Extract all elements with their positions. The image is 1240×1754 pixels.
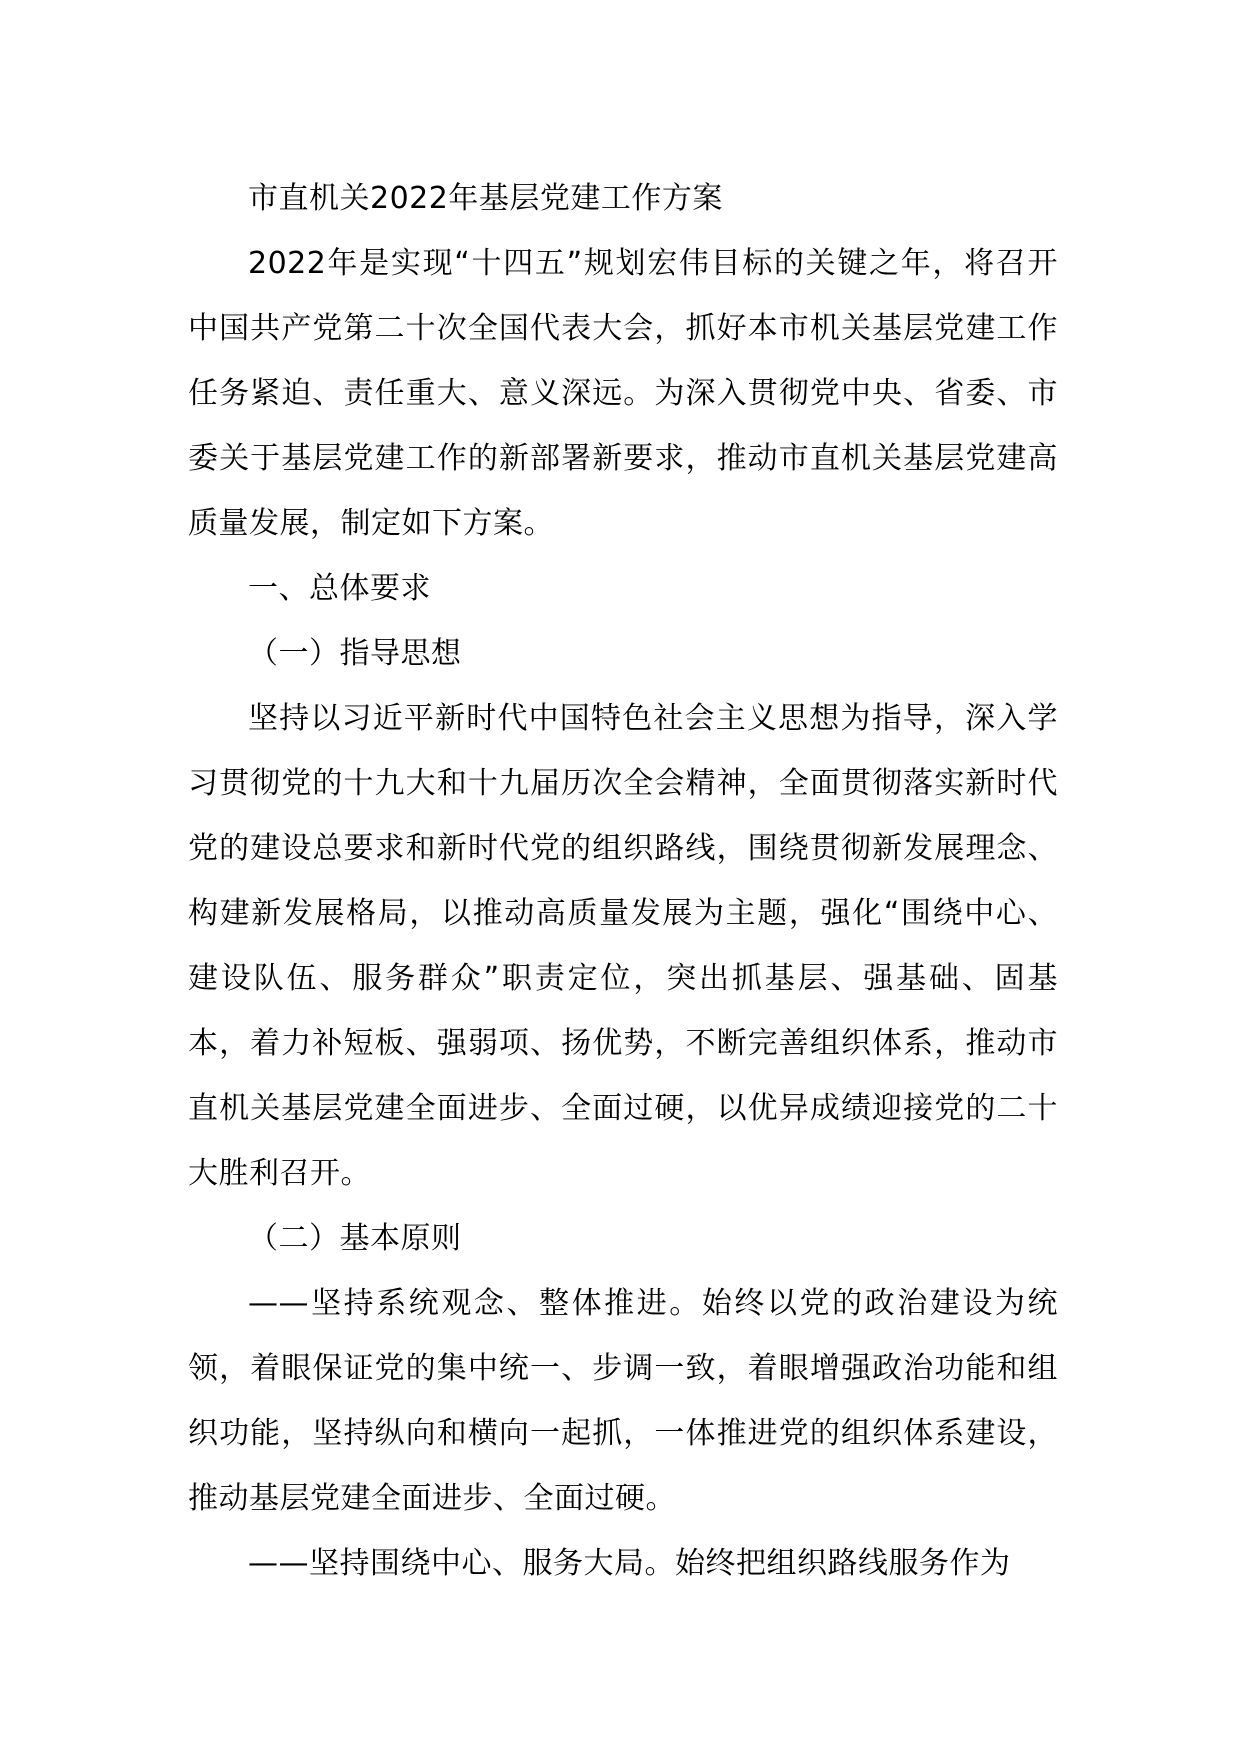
intro-paragraph: 2022年是实现“十四五”规划宏伟目标的关键之年，将召开中国共产党第二十次全国代表大会，抓好本市机关基层党建工作任务紧迫、责任重大、意义深远。为深入贯彻党中央、省委、市委关于基层党建工作的新部署新要求，推动市直机关基层党建高质量发展，制定如下方案。	[188, 246, 1058, 541]
document-page	[188, 166, 1058, 1596]
principle-paragraph-2: ——坚持围绕中心、服务大局。始终把组织路线服务作为	[248, 1546, 1011, 1581]
document-title: 市直机关2022年基层党建工作方案	[248, 181, 723, 216]
subsection-heading-guiding-ideology: （一）指导思想	[248, 636, 462, 671]
guiding-ideology-paragraph: 坚持以习近平新时代中国特色社会主义思想为指导，深入学习贯彻党的十九大和十九届历次全会精神，全面贯彻落实新时代党的建设总要求和新时代党的组织路线，围绕贯彻新发展理念、构建新发展格局，以推动高质量发展为主题，强化“围绕中心、建设队伍、服务群众”职责定位，突出抓基层、强基础、固基本，着力补短板、强弱项、扬优势，不断完善组织体系，推动市直机关基层党建全面进步、全面过硬，以优异成绩迎接党的二十大胜利召开。	[188, 701, 1058, 1191]
subsection-heading-basic-principles: （二）基本原则	[248, 1221, 462, 1256]
section-heading-general-requirements: 一、总体要求	[248, 571, 431, 606]
principle-paragraph-1: ——坚持系统观念、整体推进。始终以党的政治建设为统领，着眼保证党的集中统一、步调一致，着眼增强政治功能和组织功能，坚持纵向和横向一起抓，一体推进党的组织体系建设，推动基层党建全面进步、全面过硬。	[188, 1286, 1058, 1516]
